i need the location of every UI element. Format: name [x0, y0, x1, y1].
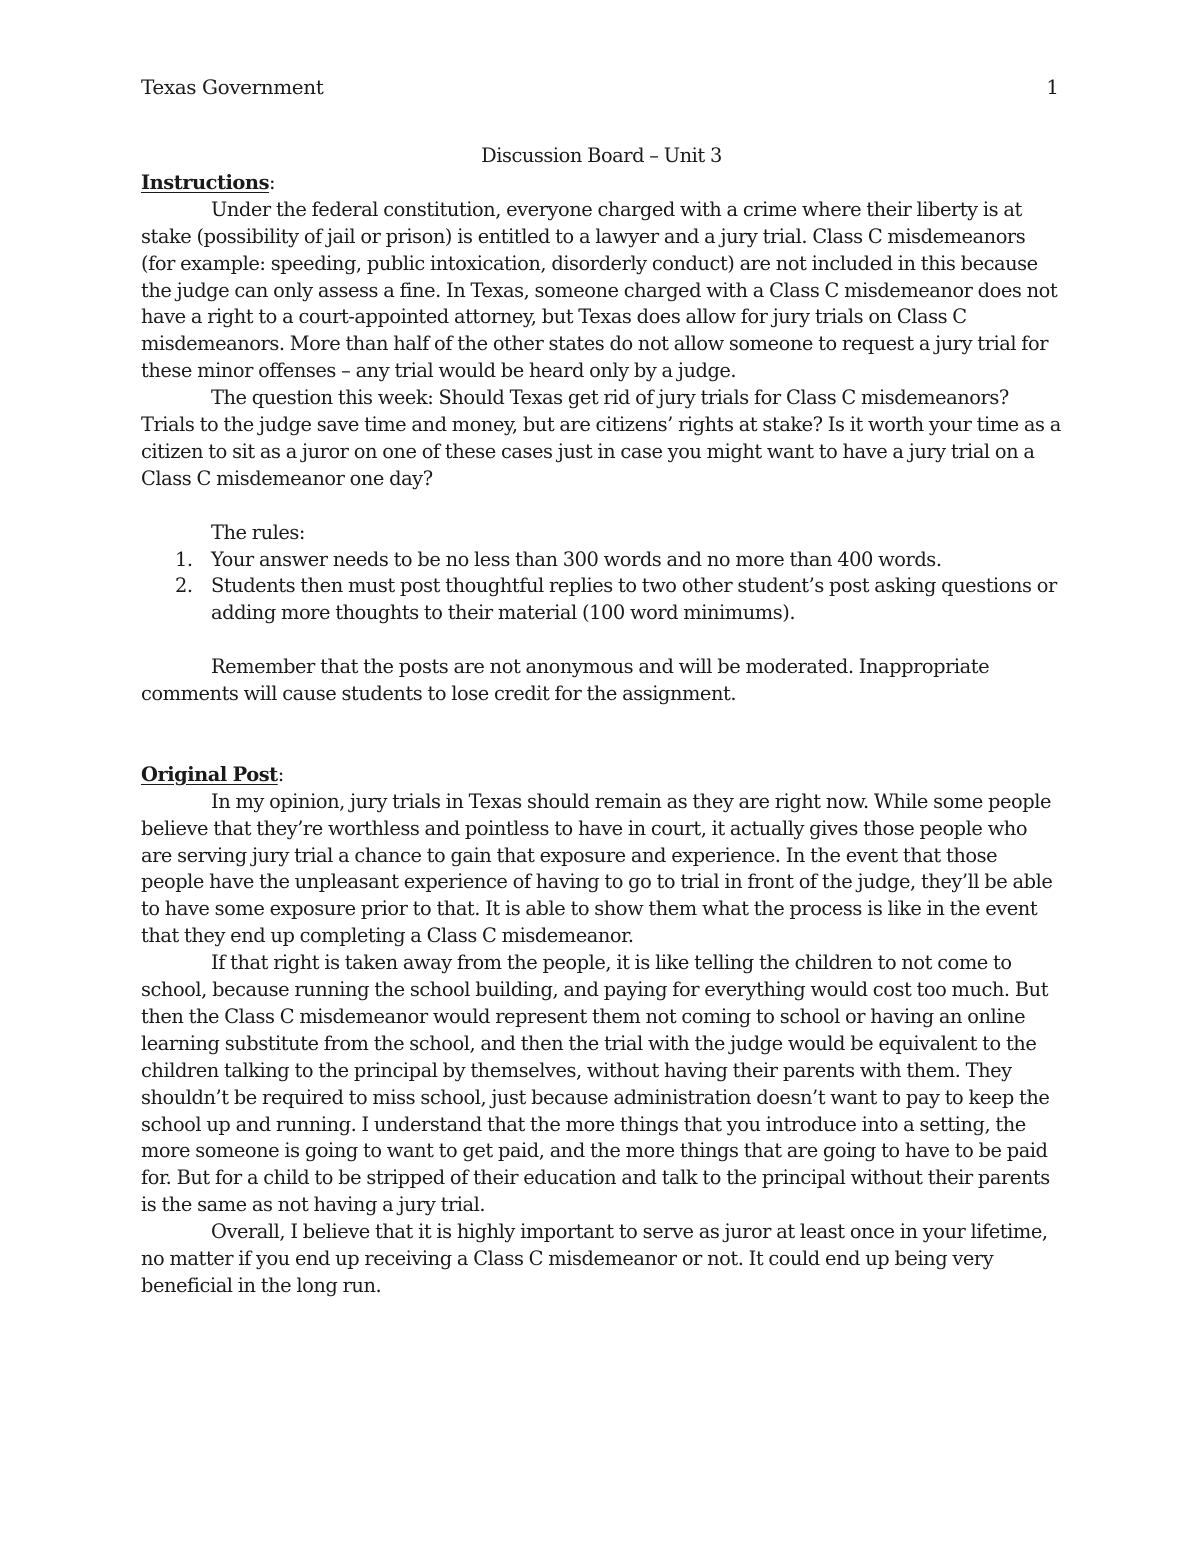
- page-number: 1: [1046, 75, 1059, 99]
- original-post-paragraph-2: If that right is taken away from the people, it is like telling the children to not come to school, because running the school building, and paying for everything would cost too much. But then the Class C misdemeanor would represent them not coming to school or having an online learning substitute from the school, and then the trial with the judge would be equivalent to the children talking to the principal by themselves, without having their parents with them. They shouldn’t be required to miss school, just because administration doesn’t want to pay to keep the school up and running. I understand that the more things that you introduce into a setting, the more someone is going to want to get paid, and the more things that are going to have to be paid for. But for a child to be stripped of their education and talk to the principal without their parents is the same as not having a jury trial.: [141, 951, 1050, 1217]
- spacer: [141, 708, 1062, 762]
- rules-lead: The rules:: [211, 520, 305, 544]
- reminder-paragraph: Remember that the posts are not anonymous and will be moderated. Inappropriate comments will cause students to lose credit for the assignment.: [141, 655, 990, 706]
- running-header-course: Texas Government: [141, 75, 324, 99]
- rule-number: 1.: [175, 547, 193, 571]
- instructions-heading-colon: :: [269, 170, 276, 194]
- rules-list: [141, 547, 1062, 628]
- rule-text: Your answer needs to be no less than 300 words and no more than 400 words.: [211, 547, 942, 571]
- spacer: [141, 493, 1062, 520]
- instructions-paragraph-1: Under the federal constitution, everyone charged with a crime where their liberty is at stake (possibility of jail or prison) is entitled to a lawyer and a jury trial. Class C misdemeanors (for example: speeding, public intoxication, disorderly conduct) are not included in this because the judge can only assess a fine. In Texas, someone charged with a Class C misdemeanor does not have a right to a court-appointed attorney, but Texas does allow for jury trials on Class C misdemeanors. More than half of the other states do not allow someone to request a jury trial for these minor offenses – any trial would be heard only by a judge.: [141, 197, 1058, 383]
- list-item: [141, 573, 1062, 627]
- document-title: Discussion Board – Unit 3: [481, 144, 722, 167]
- spacer: [141, 627, 1062, 654]
- original-post-paragraph-1: In my opinion, jury trials in Texas should remain as they are right now. While some people believe that they’re worthless and pointless to have in court, it actually gives those people who are serving jury trial a chance to gain that exposure and experience. In the event that those people have the unpleasant experience of having to go to trial in front of the judge, they’ll be able to have some exposure prior to that. It is able to show them what the process is like in the event that they end up completing a Class C misdemeanor.: [141, 789, 1053, 948]
- rule-number: 2.: [175, 574, 193, 598]
- rule-text: Students then must post thoughtful replies to two other student’s post asking questions or adding more thoughts to their material (100 word minimums).: [211, 574, 1057, 625]
- original-post-heading-label: Original Post: [141, 762, 278, 786]
- original-post-heading: [141, 762, 1062, 789]
- instructions-heading-label: Instructions: [141, 170, 270, 194]
- document-body: [141, 143, 1062, 1300]
- original-post-heading-colon: :: [277, 762, 284, 786]
- list-item: [141, 547, 1062, 574]
- instructions-paragraph-2: The question this week: Should Texas get rid of jury trials for Class C misdemeanors? Trials to the judge save time and money, but are citizens’ rights at stake? Is it worth your time as a citizen to sit as a juror on one of these cases just in case you might want to have a jury trial on a Class C misdemeanor one day?: [141, 386, 1061, 490]
- original-post-paragraph-3: Overall, I believe that it is highly important to serve as juror at least once in your lifetime, no matter if you end up receiving a Class C misdemeanor or not. It could end up being very beneficial in the long run.: [141, 1220, 1048, 1298]
- instructions-heading: [141, 170, 1062, 197]
